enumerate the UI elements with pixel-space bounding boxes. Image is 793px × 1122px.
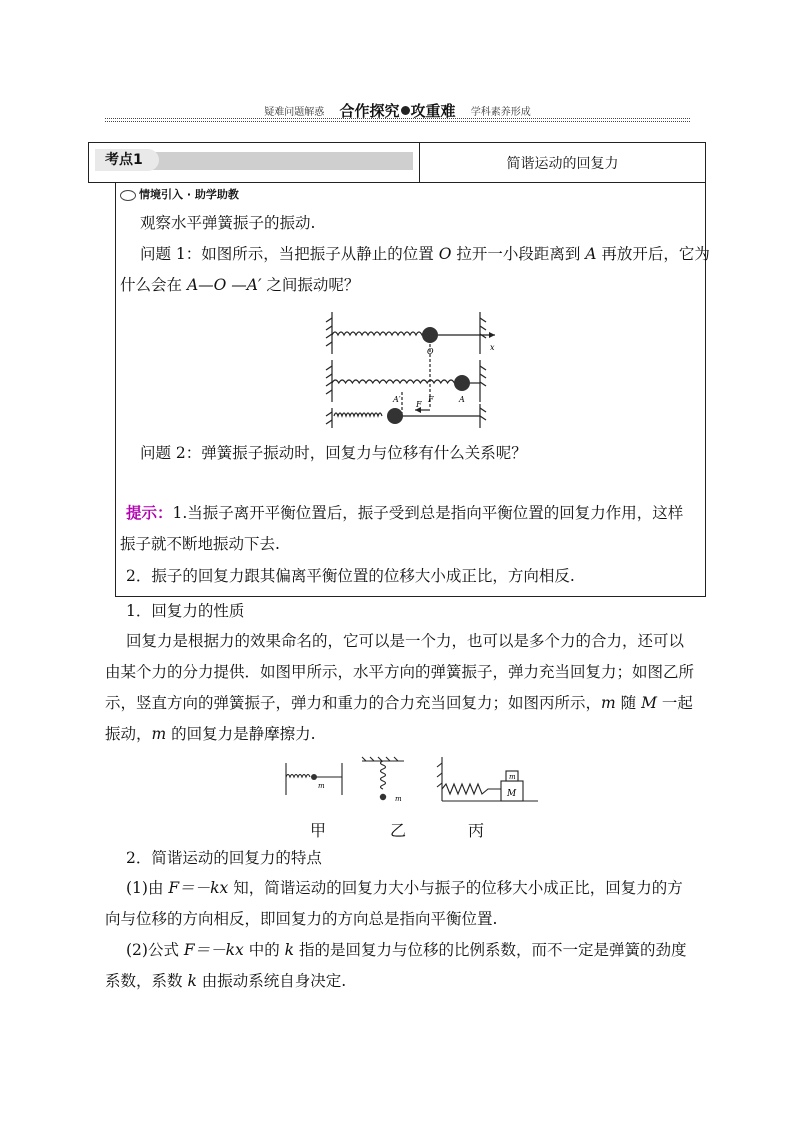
- yi-label-m: m: [395, 795, 402, 803]
- ball-2: [454, 375, 470, 391]
- section1-line2: 由某个力的分力提供．如图甲所示，水平方向的弹簧振子，弹力充当回复力；如图乙所: [105, 663, 695, 681]
- yi-spring: [381, 761, 386, 789]
- jia-spring: [286, 775, 310, 778]
- yi-ball: [380, 794, 386, 800]
- section2-heading: 2．简谐运动的回复力的特点: [126, 849, 322, 867]
- question1-line1: 问题 1：如图所示，当把振子从静止的位置 O 拉开一小段距离到 A 再放开后，它为: [140, 245, 710, 263]
- header-rule-bottom: [105, 121, 690, 122]
- question2: 问题 2：弹簧振子振动时，回复力与位移有什么关系呢？: [140, 444, 527, 462]
- caption-jia: 甲: [310, 821, 327, 840]
- topic-title: 简谐运动的回复力: [506, 155, 619, 172]
- caption-bing: 丙: [468, 821, 485, 840]
- bing-spring: [442, 784, 501, 794]
- topic-bar: [88, 142, 706, 183]
- header-title-part1: 合作探究: [339, 102, 400, 120]
- caption-yi: 乙: [390, 821, 407, 840]
- label-F: F: [428, 395, 434, 404]
- spring-oscillator-figure: [320, 308, 500, 430]
- section2-p1-line2: 向与位移的方向相反，即回复力的方向总是指向平衡位置.: [105, 910, 498, 928]
- section1-heading: 1．回复力的性质: [126, 602, 245, 620]
- eye-icon: [120, 190, 136, 201]
- scenario-label: 情境引入 · 助学助教: [120, 186, 239, 202]
- header-right: 学科素养形成: [470, 107, 531, 118]
- label-x: x: [490, 343, 495, 352]
- topic-tag: 考点1: [95, 149, 159, 171]
- header-text: [105, 100, 690, 121]
- spring-3: [334, 413, 382, 416]
- section1-line1: 回复力是根据力的效果命名的，它可以是一个力，也可以是多个力的合力，还可以: [126, 632, 685, 650]
- label-O: O: [427, 347, 434, 356]
- jia-ball: [311, 774, 317, 780]
- label-F2: F: [416, 400, 422, 409]
- header-title-part2: 攻重难: [410, 102, 456, 120]
- label-A-prime: A′: [393, 395, 401, 404]
- hint-label: 提示：: [126, 503, 173, 522]
- bing-label-m: m: [509, 773, 516, 781]
- section2-p2-line2: 系数，系数 k 由振动系统自身决定.: [105, 972, 347, 990]
- section2-p1-line1: (1)由 F＝－kx 知，简谐运动的回复力大小与振子的位移大小成正比，回复力的方: [126, 879, 683, 897]
- header-left: 疑难问题解惑: [264, 107, 325, 118]
- jia-label-m: m: [318, 782, 325, 790]
- page-header: [105, 100, 690, 124]
- hint2: 2．振子的回复力跟其偏离平衡位置的位移大小成正比，方向相反.: [126, 567, 575, 585]
- scenario-intro: 观察水平弹簧振子的振动.: [140, 214, 316, 232]
- ball-1: [422, 327, 438, 343]
- spring-2: [332, 380, 461, 383]
- section1-line3: 示，竖直方向的弹簧振子，弹力和重力的合力充当回复力；如图丙所示，m 随 M 一起: [105, 694, 693, 712]
- hint1-line1: 提示：1.当振子离开平衡位置后，振子受到总是指向平衡位置的回复力作用，这样: [126, 503, 684, 522]
- label-A: A: [459, 395, 465, 404]
- question1-line2: 什么会在 A—O —A′ 之间振动呢？: [120, 276, 360, 294]
- header-separator-icon: [401, 106, 410, 115]
- hint1-line2: 振子就不断地振动下去.: [120, 535, 280, 553]
- x-axis-arrowhead: [489, 332, 495, 338]
- section1-line4: 振动，m 的回复力是静摩擦力.: [105, 725, 316, 743]
- spring-1: [332, 332, 428, 335]
- three-oscillators-figure: [282, 755, 542, 810]
- bing-label-M: M: [507, 789, 517, 799]
- section2-p2-line1: (2)公式 F＝－kx 中的 k 指的是回复力与位移的比例系数，而不一定是弹簧的劲度: [126, 941, 687, 959]
- ball-3: [387, 408, 403, 424]
